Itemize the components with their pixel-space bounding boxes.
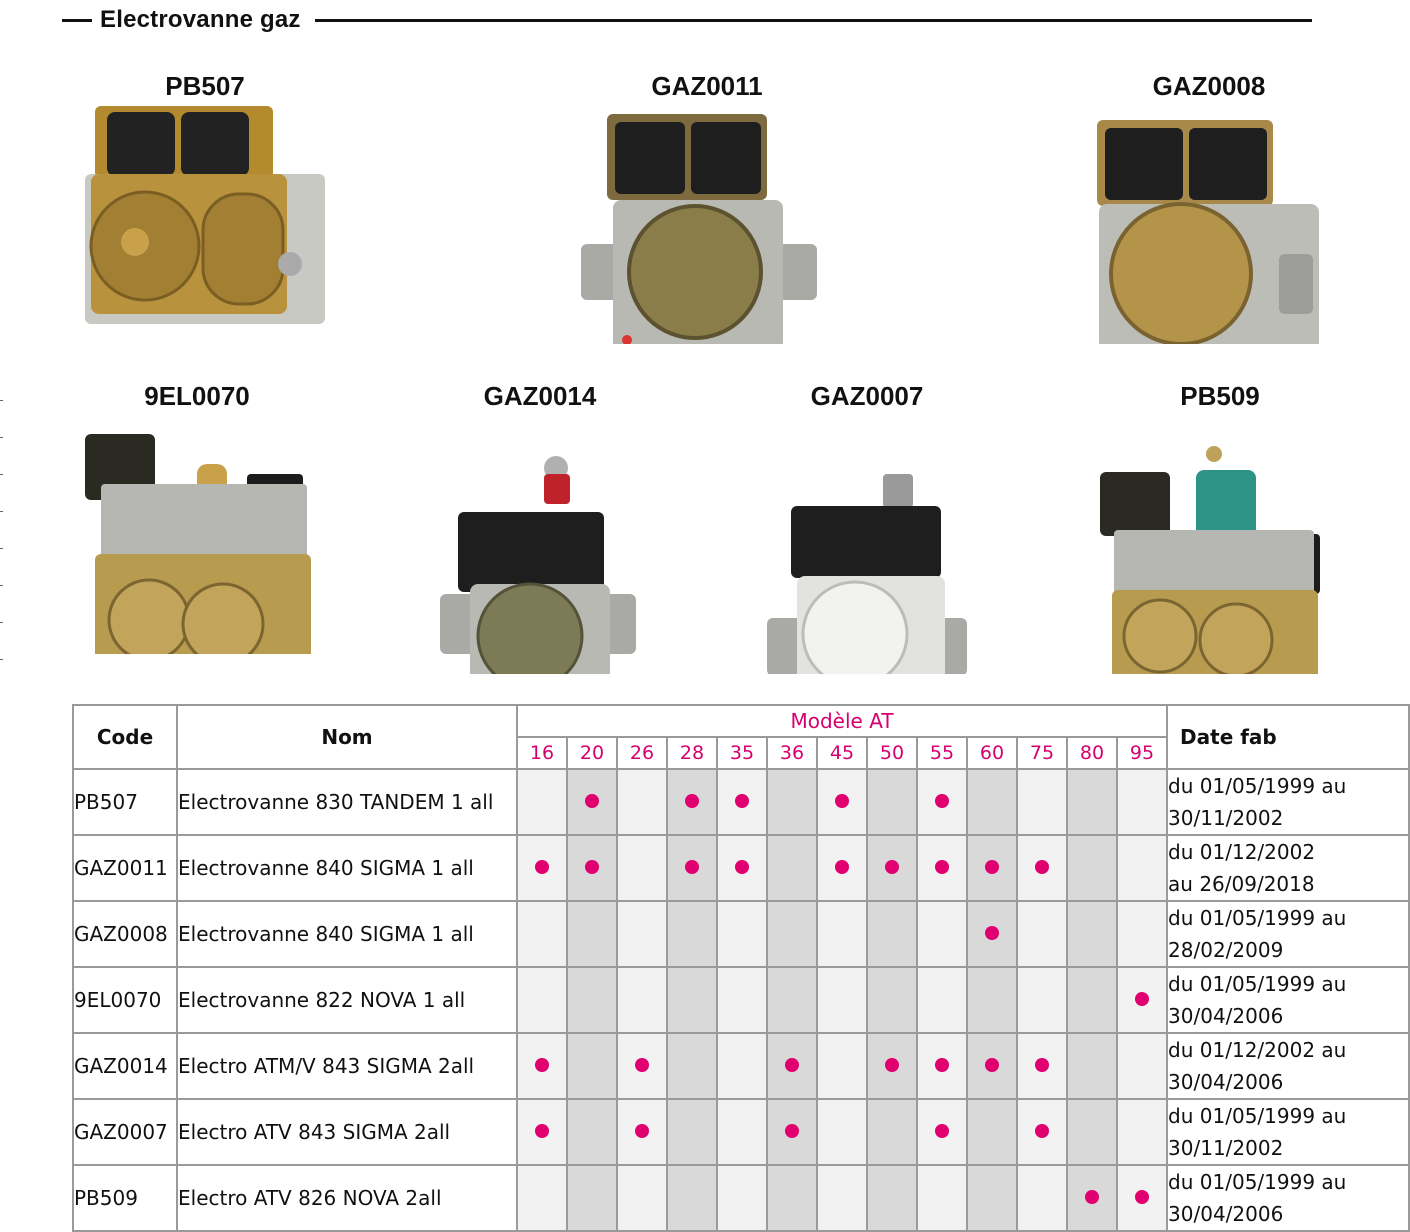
- product-gaz0008: [1069, 68, 1349, 344]
- compat-dot-icon: [985, 1058, 999, 1072]
- cell-model-16: [517, 1033, 567, 1099]
- row-date: [1167, 967, 1409, 1033]
- cell-model-55: [917, 835, 967, 901]
- product-code: GAZ0008: [1152, 71, 1266, 101]
- compat-dot-icon: [885, 860, 899, 874]
- valve-photo: [65, 104, 325, 334]
- cell-model-50: [867, 1099, 917, 1165]
- date-line-1: du 01/05/1999 au: [1168, 972, 1347, 996]
- model-at-50: 50: [867, 737, 917, 769]
- section-title-text: Electrovanne gaz: [100, 6, 301, 33]
- cell-model-95: [1117, 1165, 1167, 1231]
- col-header-date: Date fab: [1167, 705, 1409, 769]
- cell-model-80: [1067, 769, 1117, 835]
- cell-model-50: [867, 1165, 917, 1231]
- valve-photo: [1069, 104, 1329, 344]
- cell-model-20: [567, 901, 617, 967]
- cell-model-80: [1067, 1165, 1117, 1231]
- compat-dot-icon: [685, 860, 699, 874]
- cell-model-80: [1067, 835, 1117, 901]
- cell-model-45: [817, 967, 867, 1033]
- cell-model-35: [717, 901, 767, 967]
- compat-dot-icon: [735, 794, 749, 808]
- date-line-1: du 01/05/1999 au: [1168, 1104, 1347, 1128]
- cell-model-75: [1017, 1099, 1067, 1165]
- cell-model-28: [667, 1099, 717, 1165]
- date-line-1: du 01/05/1999 au: [1168, 1170, 1347, 1194]
- model-at-55: 55: [917, 737, 967, 769]
- cell-model-55: [917, 1165, 967, 1231]
- cell-model-75: [1017, 967, 1067, 1033]
- model-at-80: 80: [1067, 737, 1117, 769]
- cell-model-80: [1067, 967, 1117, 1033]
- cell-model-26: [617, 901, 667, 967]
- row-code: GAZ0011: [73, 835, 177, 901]
- cell-model-20: [567, 1099, 617, 1165]
- valve-photo: [567, 104, 827, 344]
- cell-model-60: [967, 1099, 1017, 1165]
- cell-model-35: [717, 1099, 767, 1165]
- compat-dot-icon: [835, 794, 849, 808]
- cell-model-80: [1067, 1099, 1117, 1165]
- product-code: PB507: [165, 71, 245, 101]
- cell-model-26: [617, 967, 667, 1033]
- row-nom: Electrovanne 822 NOVA 1 all: [177, 967, 517, 1033]
- compat-dot-icon: [985, 926, 999, 940]
- model-at-60: 60: [967, 737, 1017, 769]
- title-rule: [315, 19, 1312, 22]
- product-code: GAZ0011: [651, 71, 763, 101]
- date-line-1: du 01/05/1999 au: [1168, 774, 1347, 798]
- cell-model-28: [667, 835, 717, 901]
- date-line-2: 30/04/2006: [1168, 1004, 1284, 1028]
- col-header-code: Code: [73, 705, 177, 769]
- cell-model-35: [717, 967, 767, 1033]
- row-date: [1167, 901, 1409, 967]
- model-at-35: 35: [717, 737, 767, 769]
- cell-model-60: [967, 1033, 1017, 1099]
- row-nom: Electrovanne 840 SIGMA 1 all: [177, 901, 517, 967]
- cell-model-75: [1017, 835, 1067, 901]
- product-code: 9EL0070: [144, 381, 250, 411]
- model-at-26: 26: [617, 737, 667, 769]
- cell-model-26: [617, 1099, 667, 1165]
- table-row: [73, 967, 1409, 1033]
- cell-model-36: [767, 967, 817, 1033]
- model-at-16: 16: [517, 737, 567, 769]
- col-header-modele-at: Modèle AT: [517, 705, 1167, 737]
- cell-model-50: [867, 1033, 917, 1099]
- product-code: GAZ0007: [810, 381, 924, 411]
- compat-dot-icon: [535, 1124, 549, 1138]
- cell-model-95: [1117, 967, 1167, 1033]
- cell-model-36: [767, 769, 817, 835]
- product-pb509: [1080, 378, 1360, 674]
- cell-model-28: [667, 901, 717, 967]
- product-9el0070: [57, 378, 337, 654]
- cell-model-75: [1017, 901, 1067, 967]
- cell-model-60: [967, 835, 1017, 901]
- cell-model-75: [1017, 1033, 1067, 1099]
- row-date: [1167, 769, 1409, 835]
- cell-model-26: [617, 769, 667, 835]
- cell-model-50: [867, 835, 917, 901]
- compat-dot-icon: [1135, 1190, 1149, 1204]
- row-code: PB509: [73, 1165, 177, 1231]
- compat-dot-icon: [935, 860, 949, 874]
- row-date: [1167, 835, 1409, 901]
- table-body: [73, 769, 1409, 1231]
- cell-model-16: [517, 967, 567, 1033]
- cell-model-20: [567, 967, 617, 1033]
- date-line-2: 30/11/2002: [1168, 806, 1284, 830]
- row-code: 9EL0070: [73, 967, 177, 1033]
- cell-model-35: [717, 1033, 767, 1099]
- title-dash: [62, 19, 92, 22]
- margin-ticks: [0, 400, 4, 696]
- date-line-2: 30/04/2006: [1168, 1070, 1284, 1094]
- row-nom: Electrovanne 840 SIGMA 1 all: [177, 835, 517, 901]
- table-row: [73, 1099, 1409, 1165]
- row-date: [1167, 1033, 1409, 1099]
- cell-model-95: [1117, 769, 1167, 835]
- cell-model-20: [567, 769, 617, 835]
- cell-model-26: [617, 1165, 667, 1231]
- table-row: [73, 1165, 1409, 1231]
- cell-model-20: [567, 1033, 617, 1099]
- cell-model-45: [817, 1033, 867, 1099]
- model-at-36: 36: [767, 737, 817, 769]
- compat-dot-icon: [835, 860, 849, 874]
- compat-dot-icon: [785, 1058, 799, 1072]
- cell-model-16: [517, 835, 567, 901]
- date-line-2: au 26/09/2018: [1168, 872, 1315, 896]
- cell-model-45: [817, 835, 867, 901]
- product-gaz0011: [567, 68, 847, 344]
- product-gaz0014: [400, 378, 680, 674]
- cell-model-36: [767, 1099, 817, 1165]
- row-nom: Electro ATV 826 NOVA 2all: [177, 1165, 517, 1231]
- compatibility-table: [72, 704, 1410, 1232]
- cell-model-95: [1117, 835, 1167, 901]
- cell-model-55: [917, 1033, 967, 1099]
- cell-model-16: [517, 769, 567, 835]
- cell-model-95: [1117, 1099, 1167, 1165]
- cell-model-28: [667, 1033, 717, 1099]
- row-nom: Electrovanne 830 TANDEM 1 all: [177, 769, 517, 835]
- section-title: [62, 0, 1312, 40]
- row-nom: Electro ATM/V 843 SIGMA 2all: [177, 1033, 517, 1099]
- compat-dot-icon: [585, 794, 599, 808]
- cell-model-45: [817, 1099, 867, 1165]
- compat-dot-icon: [735, 860, 749, 874]
- date-line-2: 30/04/2006: [1168, 1202, 1284, 1226]
- cell-model-20: [567, 1165, 617, 1231]
- date-line-2: 28/02/2009: [1168, 938, 1284, 962]
- compat-dot-icon: [785, 1124, 799, 1138]
- row-date: [1167, 1099, 1409, 1165]
- compat-dot-icon: [585, 860, 599, 874]
- cell-model-36: [767, 1165, 817, 1231]
- model-at-95: 95: [1117, 737, 1167, 769]
- compat-dot-icon: [935, 1058, 949, 1072]
- valve-photo: [400, 414, 660, 674]
- compat-dot-icon: [985, 860, 999, 874]
- valve-photo: [1080, 414, 1340, 674]
- cell-model-95: [1117, 901, 1167, 967]
- row-nom: Electro ATV 843 SIGMA 2all: [177, 1099, 517, 1165]
- row-code: PB507: [73, 769, 177, 835]
- table-row: [73, 835, 1409, 901]
- valve-photo: [57, 414, 317, 654]
- compat-dot-icon: [635, 1058, 649, 1072]
- model-at-45: 45: [817, 737, 867, 769]
- cell-model-36: [767, 835, 817, 901]
- cell-model-35: [717, 769, 767, 835]
- cell-model-36: [767, 1033, 817, 1099]
- cell-model-60: [967, 901, 1017, 967]
- cell-model-50: [867, 769, 917, 835]
- cell-model-60: [967, 769, 1017, 835]
- cell-model-95: [1117, 1033, 1167, 1099]
- product-code: GAZ0014: [483, 381, 597, 411]
- cell-model-45: [817, 769, 867, 835]
- cell-model-26: [617, 835, 667, 901]
- compat-dot-icon: [1035, 860, 1049, 874]
- date-line-1: du 01/05/1999 au: [1168, 906, 1347, 930]
- cell-model-55: [917, 901, 967, 967]
- compat-dot-icon: [685, 794, 699, 808]
- cell-model-55: [917, 1099, 967, 1165]
- cell-model-28: [667, 769, 717, 835]
- cell-model-50: [867, 901, 917, 967]
- product-gaz0007: [727, 378, 1007, 674]
- cell-model-50: [867, 967, 917, 1033]
- cell-model-35: [717, 835, 767, 901]
- compat-dot-icon: [535, 1058, 549, 1072]
- cell-model-45: [817, 901, 867, 967]
- cell-model-35: [717, 1165, 767, 1231]
- valve-photo: [727, 414, 987, 674]
- model-at-28: 28: [667, 737, 717, 769]
- cell-model-16: [517, 1165, 567, 1231]
- row-date: [1167, 1165, 1409, 1231]
- col-header-nom: Nom: [177, 705, 517, 769]
- compat-dot-icon: [1035, 1124, 1049, 1138]
- compat-dot-icon: [1135, 992, 1149, 1006]
- date-line-2: 30/11/2002: [1168, 1136, 1284, 1160]
- row-code: GAZ0007: [73, 1099, 177, 1165]
- product-pb507: [65, 68, 345, 334]
- cell-model-55: [917, 769, 967, 835]
- compat-dot-icon: [1035, 1058, 1049, 1072]
- cell-model-75: [1017, 1165, 1067, 1231]
- compat-dot-icon: [935, 794, 949, 808]
- table-row: [73, 901, 1409, 967]
- cell-model-60: [967, 967, 1017, 1033]
- table-row: [73, 769, 1409, 835]
- row-code: GAZ0014: [73, 1033, 177, 1099]
- date-line-1: du 01/12/2002 au: [1168, 1038, 1347, 1062]
- cell-model-28: [667, 1165, 717, 1231]
- row-code: GAZ0008: [73, 901, 177, 967]
- model-at-20: 20: [567, 737, 617, 769]
- model-at-75: 75: [1017, 737, 1067, 769]
- cell-model-80: [1067, 901, 1117, 967]
- cell-model-26: [617, 1033, 667, 1099]
- cell-model-60: [967, 1165, 1017, 1231]
- compat-dot-icon: [635, 1124, 649, 1138]
- cell-model-36: [767, 901, 817, 967]
- cell-model-55: [917, 967, 967, 1033]
- cell-model-16: [517, 1099, 567, 1165]
- cell-model-45: [817, 1165, 867, 1231]
- date-line-1: du 01/12/2002: [1168, 840, 1316, 864]
- compat-dot-icon: [1085, 1190, 1099, 1204]
- cell-model-16: [517, 901, 567, 967]
- cell-model-20: [567, 835, 617, 901]
- table-row: [73, 1033, 1409, 1099]
- product-code: PB509: [1180, 381, 1260, 411]
- cell-model-28: [667, 967, 717, 1033]
- cell-model-75: [1017, 769, 1067, 835]
- compat-dot-icon: [535, 860, 549, 874]
- compat-dot-icon: [935, 1124, 949, 1138]
- compat-dot-icon: [885, 1058, 899, 1072]
- cell-model-80: [1067, 1033, 1117, 1099]
